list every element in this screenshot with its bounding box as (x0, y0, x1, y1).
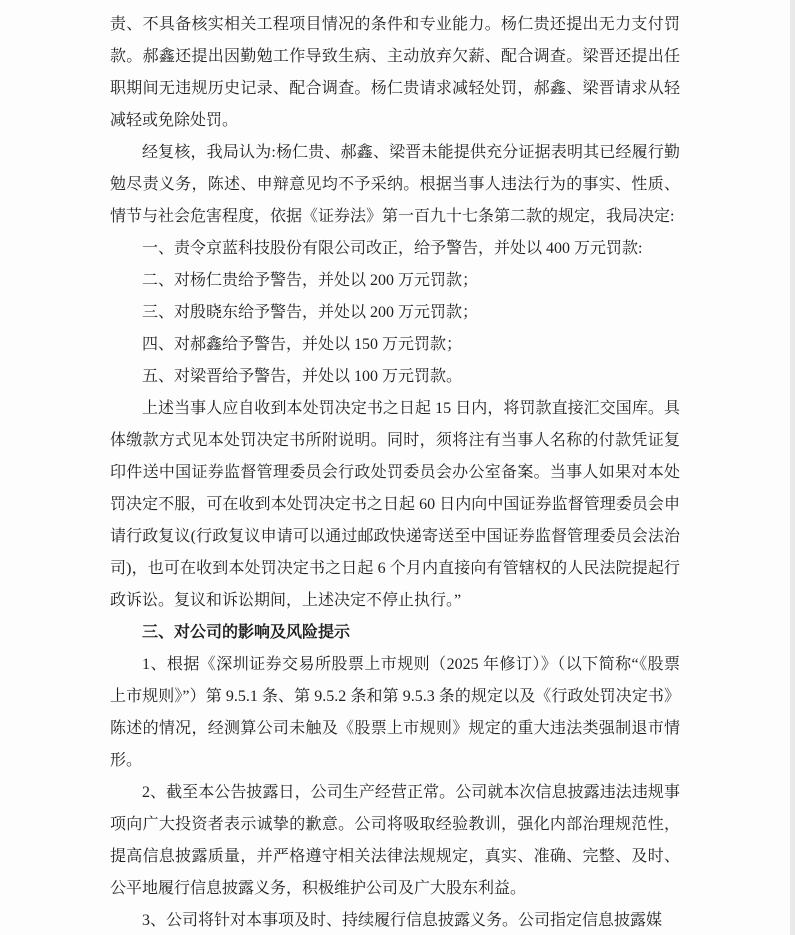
paragraph-impact-item-2: 2、截至本公告披露日，公司生产经营正常。公司就本次信息披露违法违规事项向广大投资者表示诚挚的歉意。公司将吸取经验教训，强化内部治理规范性，提高信息披露质量，并严格遵守相关法律法规规定，真实、准确、完整、及时、公平地履行信息披露义务，积极维护公司及广大股东利益。 (110, 784, 680, 897)
paragraph-penalty-item-3: 三、对殷晓东给予警告，并处以 200 万元罚款； (142, 304, 479, 321)
scrollbar-track[interactable] (790, 0, 795, 935)
paragraph-review-decision: 经复核，我局认为:杨仁贵、郝鑫、梁晋未能提供充分证据表明其已经履行勤勉尽责义务，陈述、申辩意见均不予采纳。根据当事人违法行为的事实、性质、情节与社会危害程度，依据《证券法》第一百九十七条第二款的规定，我局决定: (110, 144, 680, 225)
paragraph-penalty-item-5: 五、对梁晋给予警告，并处以 100 万元罚款。 (142, 368, 463, 385)
paragraph-impact-item-3: 3、公司将针对本事项及时、持续履行信息披露义务。公司指定信息披露媒 (142, 912, 663, 929)
paragraph-impact-item-1: 1、根据《深圳证券交易所股票上市规则（2025 年修订）》（以下简称“《股票上市规则》”）第 9.5.1 条、第 9.5.2 条和第 9.5.3 条的规定以及《行政处罚决定书》陈述的情况，经测算公司未触及《股票上市规则》规定的重大违法类强制退市情形。 (110, 656, 680, 769)
section-heading-company-impact: 三、对公司的影响及风险提示 (142, 624, 351, 641)
document-body (110, 9, 680, 935)
paragraph-penalty-item-4: 四、对郝鑫给予警告，并处以 150 万元罚款； (142, 336, 463, 353)
paragraph-penalty-item-2: 二、对杨仁贵给予警告，并处以 200 万元罚款； (142, 272, 479, 289)
paragraph-penalty-item-1: 一、责令京蓝科技股份有限公司改正，给予警告，并处以 400 万元罚款: (142, 240, 643, 257)
paragraph-payment-instructions: 上述当事人应自收到本处罚决定书之日起 15 日内，将罚款直接汇交国库。具体缴款方式见本处罚决定书所附说明。同时，须将注有当事人名称的付款凭证复印件送中国证券监督管理委员会行政处罚委员会办公室备案。当事人如果对本处罚决定不服，可在收到本处罚决定书之日起 60 日内向中国证券监督管理委员会申请行政复议(行政复议申请可以通过邮政快递寄送至中国证券监督管理委员会法治司)，也可在收到本处罚决定书之日起 6 个月内直接向有管辖权的人民法院提起行政诉讼。复议和诉讼期间，上述决定不停止执行。” (110, 400, 680, 609)
paragraph-continuation: 责、不具备核实相关工程项目情况的条件和专业能力。杨仁贵还提出无力支付罚款。郝鑫还提出因勤勉工作导致生病、主动放弃欠薪、配合调查。梁晋还提出任职期间无违规历史记录、配合调查。杨仁贵请求减轻处罚，郝鑫、梁晋请求从轻减轻或免除处罚。 (110, 16, 680, 129)
